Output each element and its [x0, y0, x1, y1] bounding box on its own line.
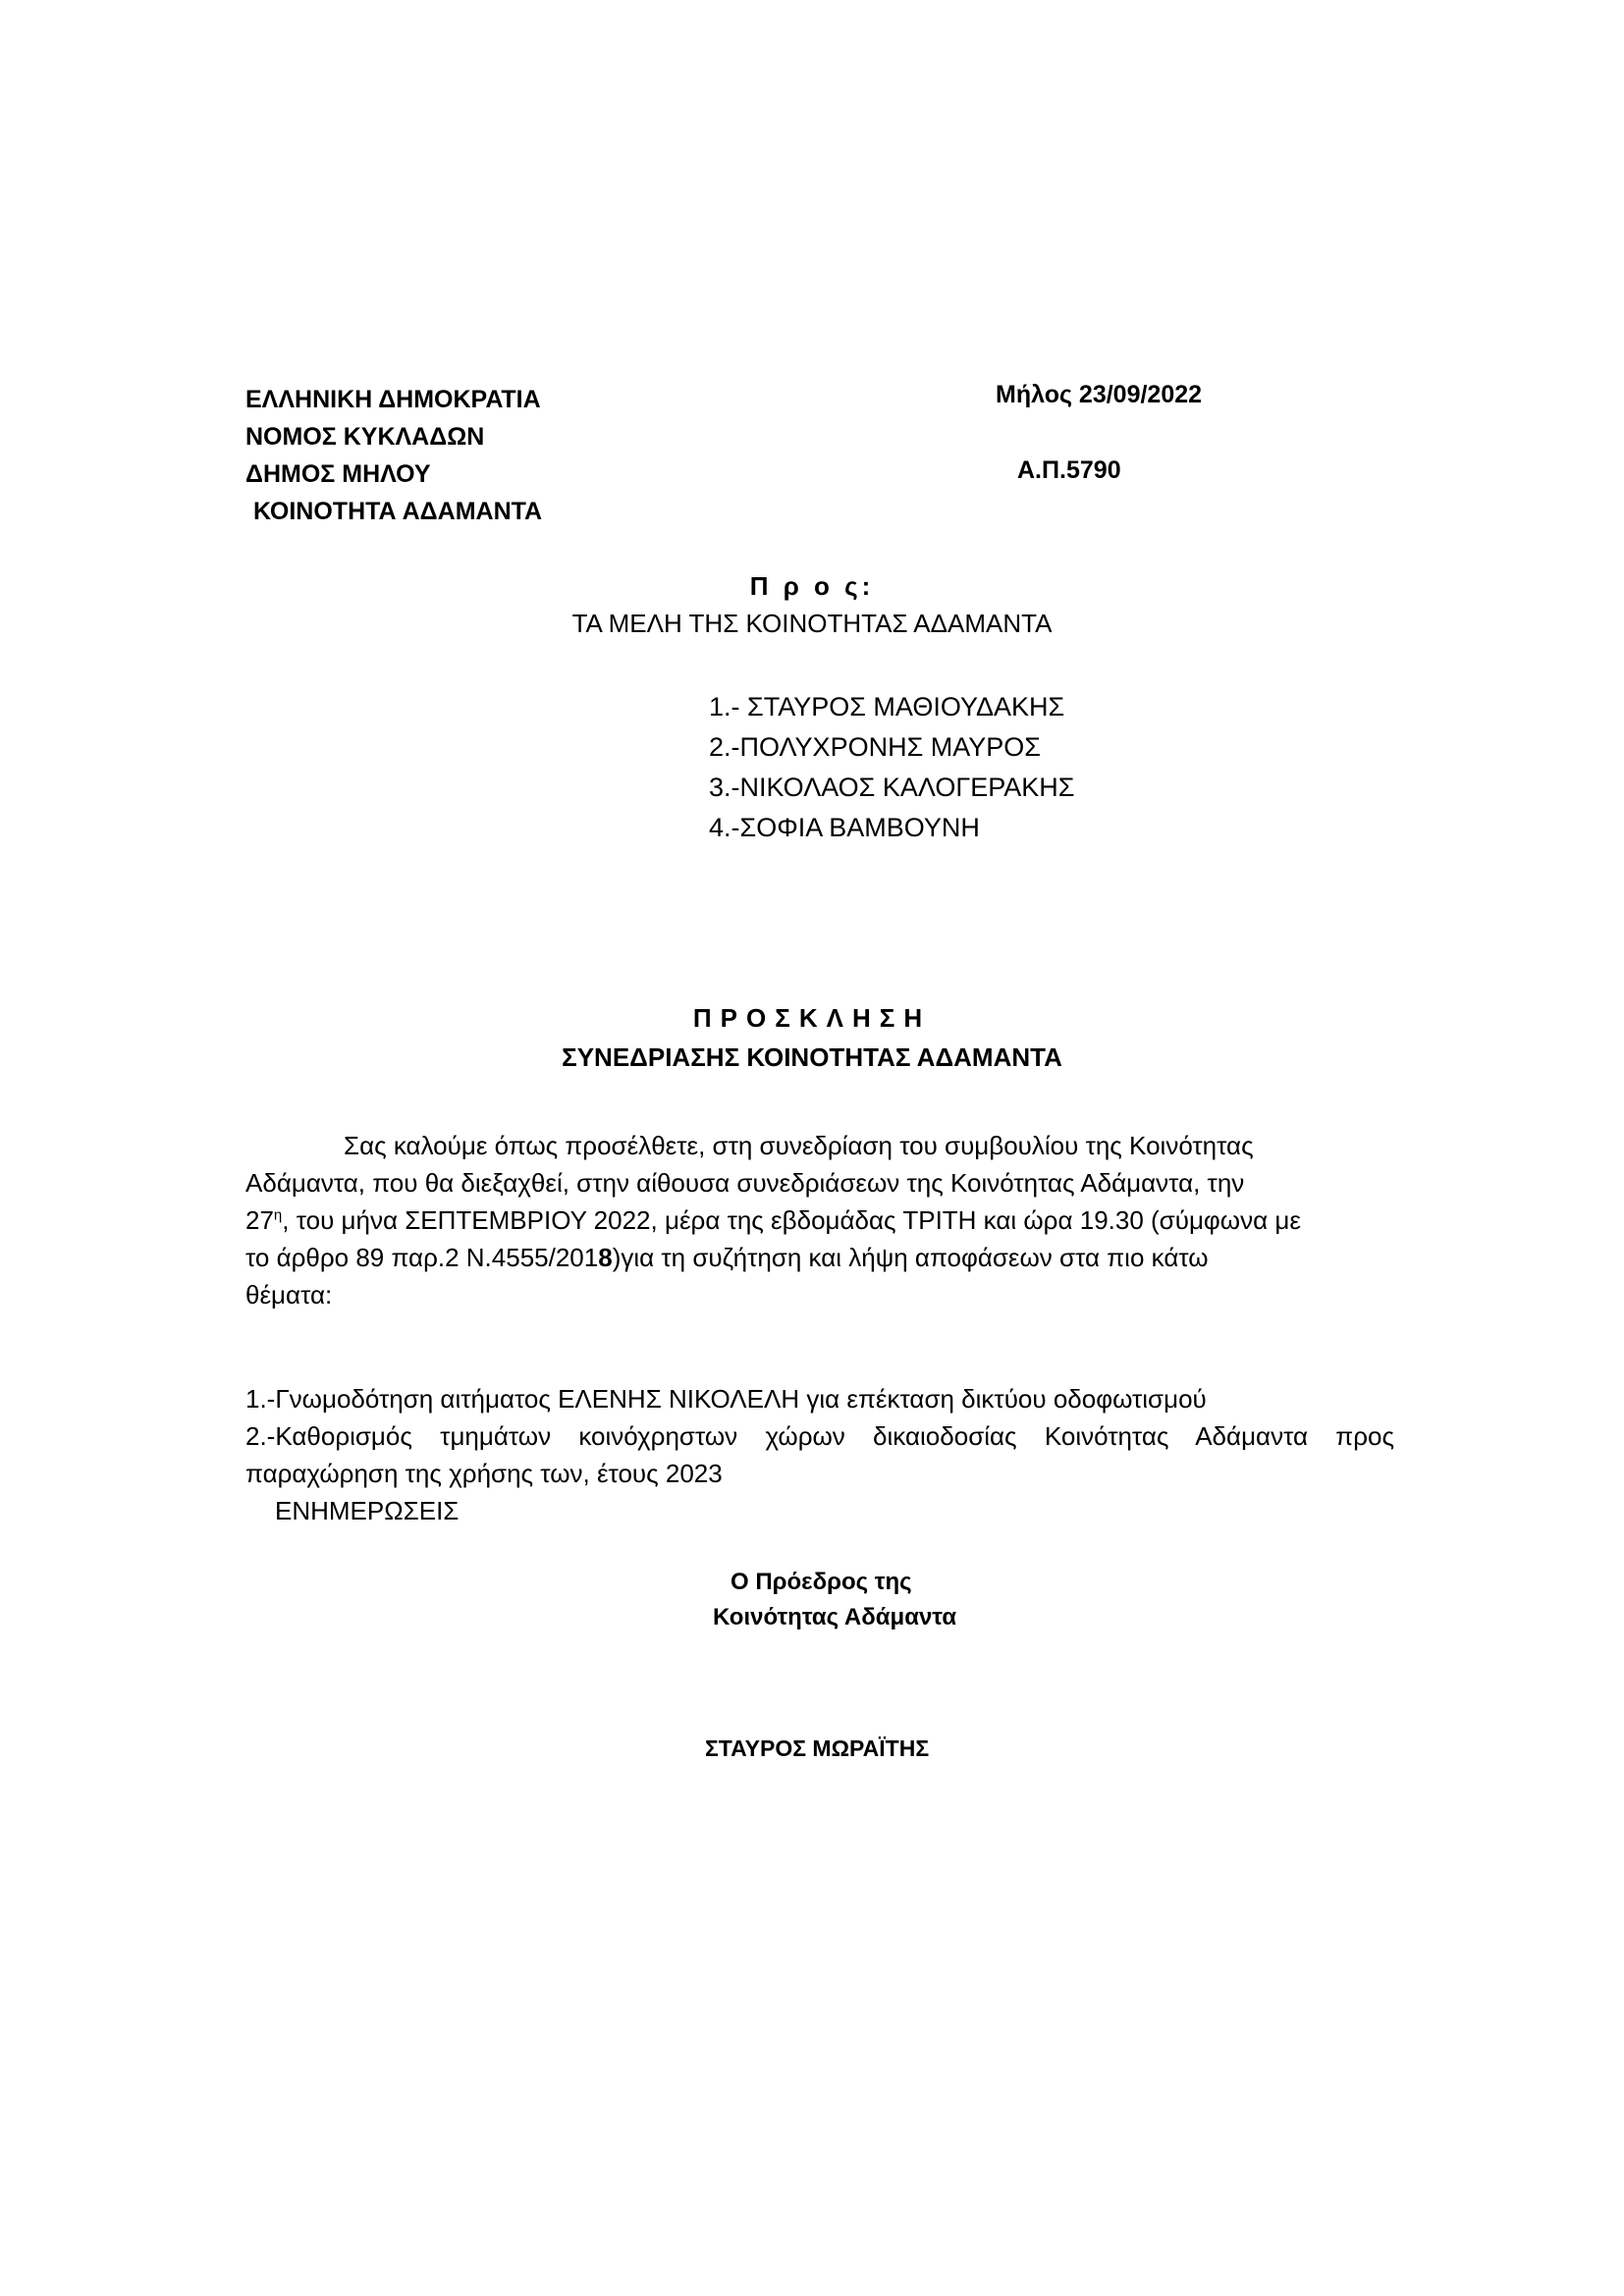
members-list	[709, 687, 1074, 848]
issuer-line-country: ΕΛΛΗΝΙΚΗ ΔΗΜΟΚΡΑΤΙΑ	[245, 386, 541, 413]
agenda-item-2: 2.-Καθορισμός τμημάτων κοινόχρηστων χώρων δικαιοδοσίας Κοινότητας Αδάμαντα προς	[245, 1421, 1394, 1451]
ordinal-suffix: η	[273, 1206, 283, 1224]
body-line: Σας καλούμε όπως προσέλθετε, στη συνεδρίαση του συμβουλίου της Κοινότητας	[344, 1131, 1254, 1160]
protocol-number: Α.Π.5790	[1017, 456, 1121, 484]
signatory-name: ΣΤΑΥΡΟΣ ΜΩΡΑΪΤΗΣ	[705, 1735, 930, 1761]
recipients-title: ΤΑ ΜΕΛΗ ΤΗΣ ΚΟΙΝΟΤΗΤΑΣ ΑΔΑΜΑΝΤΑ	[571, 609, 1053, 638]
member-item: 3.-ΝΙΚΟΛΑΟΣ ΚΑΛΟΓΕΡΑΚΗΣ	[709, 773, 1075, 802]
signatory-community: Κοινότητας Αδάμαντα	[713, 1604, 957, 1630]
law-reference: το άρθρο 89 παρ.2 Ν.4555/201	[245, 1243, 599, 1272]
meeting-day: 27	[245, 1205, 274, 1235]
member-item: 4.-ΣΟΦΙΑ ΒΑΜΒΟΥΝΗ	[709, 813, 980, 842]
agenda-item-2-continuation: παραχώρηση της χρήσης των, έτους 2023	[245, 1459, 723, 1488]
law-reference-bold-digit: 8	[598, 1243, 613, 1272]
agenda-item-1: 1.-Γνωμοδότηση αιτήματος ΕΛΕΝΗΣ ΝΙΚΟΛΕΛΗ για επέκταση δικτύου οδοφωτισμού	[245, 1384, 1207, 1414]
agenda-updates: ΕΝΗΜΕΡΩΣΕΙΣ	[275, 1496, 460, 1525]
recipients-label: Π ρ ο ς:	[749, 571, 875, 601]
body-line: Αδάμαντα, που θα διεξαχθεί, στην αίθουσα συνεδριάσεων της Κοινότητας Αδάμαντα, την	[245, 1168, 1245, 1198]
meeting-details: , του μήνα ΣΕΠΤΕΜΒΡΙΟΥ 2022, μέρα της εβδομάδας ΤΡΙΤΗ και ώρα 19.30 (σύμφωνα με	[282, 1205, 1301, 1235]
body-line	[245, 1239, 1384, 1276]
member-item: 1.- ΣΤΑΥΡΟΣ ΜΑΘΙΟΥΔΑΚΗΣ	[709, 692, 1065, 721]
invitation-body	[245, 1127, 1384, 1313]
issuer-block	[245, 381, 542, 530]
invitation-title: ΠΡΟΣΚΛΗΣΗ	[692, 1003, 932, 1033]
issuer-line-community: ΚΟΙΝΟΤΗΤΑ ΑΔΑΜΑΝΤΑ	[253, 498, 543, 525]
document-date: Μήλος 23/09/2022	[996, 381, 1203, 408]
body-line: θέματα:	[245, 1280, 333, 1309]
member-item: 2.-ΠΟΛΥΧΡΟΝΗΣ ΜΑΥΡΟΣ	[709, 732, 1041, 762]
body-line-continuation: )για τη συζήτηση και λήψη αποφάσεων στα πιο κάτω	[612, 1243, 1209, 1272]
invitation-subtitle: ΣΥΝΕΔΡΙΑΣΗΣ ΚΟΙΝΟΤΗΤΑΣ ΑΔΑΜΑΝΤΑ	[562, 1042, 1062, 1072]
body-line	[245, 1201, 1384, 1239]
agenda-topics	[245, 1380, 1394, 1529]
signatory-role: Ο Πρόεδρος της	[731, 1569, 912, 1595]
issuer-line-prefecture: ΝΟΜΟΣ ΚΥΚΛΑΔΩΝ	[245, 423, 485, 451]
issuer-line-municipality: ΔΗΜΟΣ ΜΗΛΟΥ	[245, 460, 431, 488]
